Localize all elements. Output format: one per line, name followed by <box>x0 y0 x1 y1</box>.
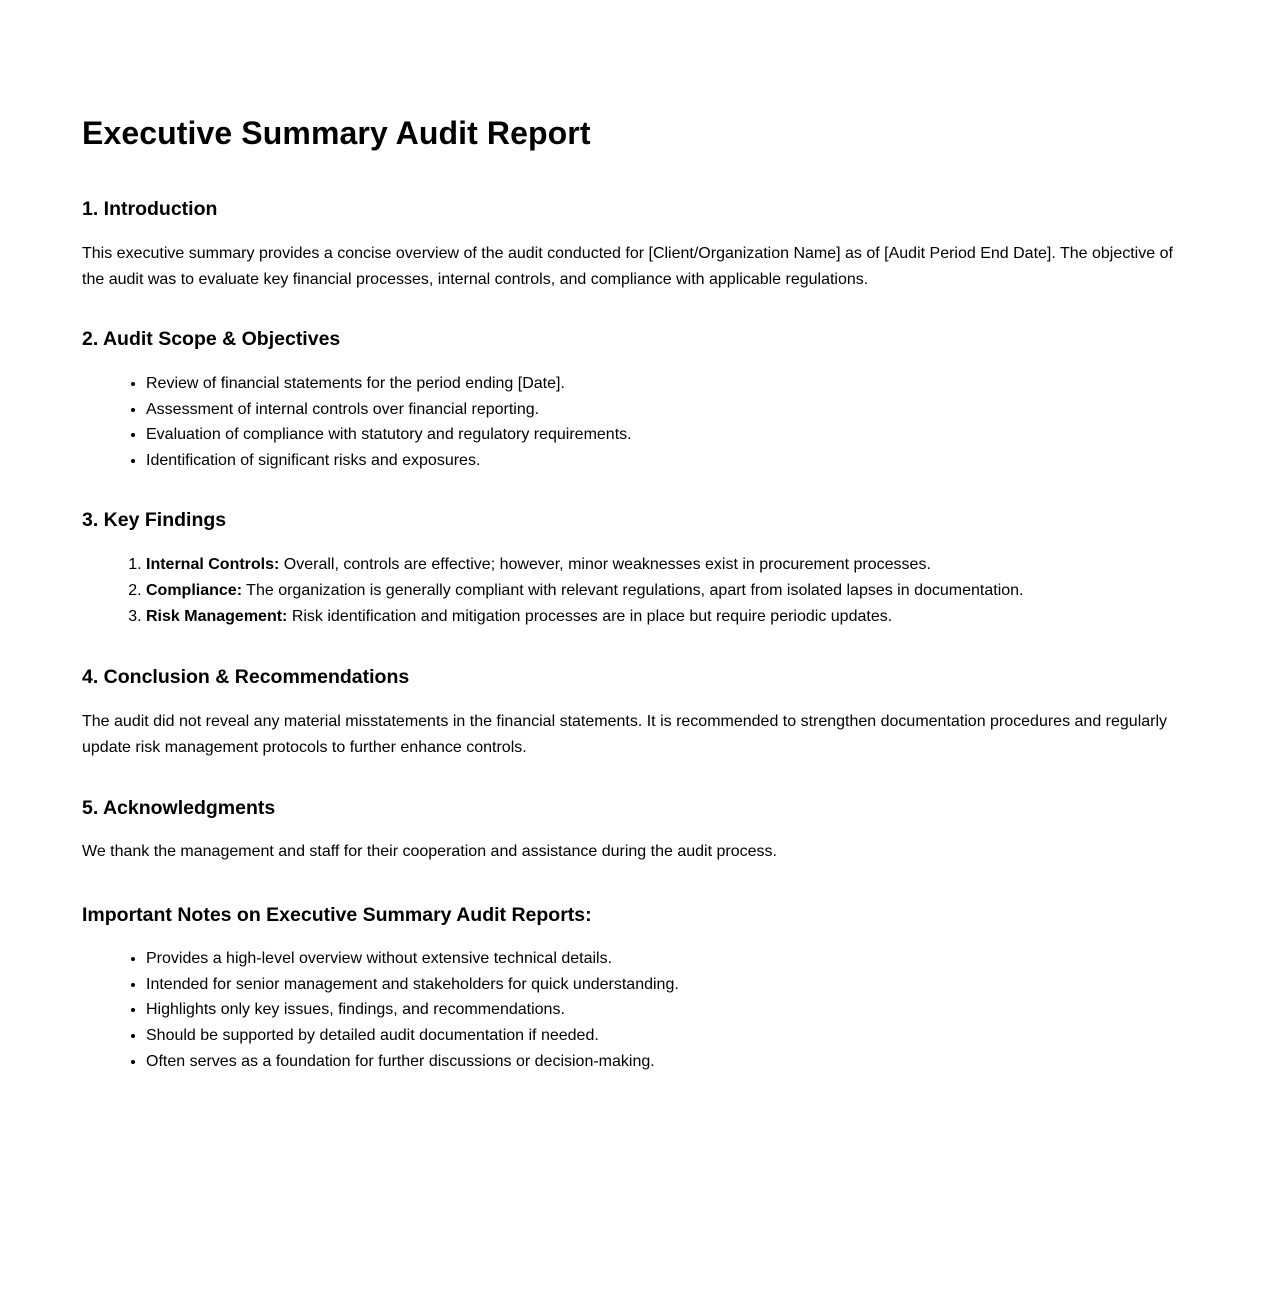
scope-list-item: • Review of financial statements for the period ending [Date]. <box>146 371 1196 397</box>
findings-heading: 3. Key Findings <box>82 509 227 532</box>
finding-item <box>146 604 1196 630</box>
scope-list-item: • Evaluation of compliance with statutory and regulatory requirements. <box>146 422 1196 448</box>
finding-text: Overall, controls are effective; however, minor weaknesses exist in procurement processes. <box>279 556 931 574</box>
notes-list-item: • Should be supported by detailed audit documentation if needed. <box>146 1023 1196 1049</box>
scope-heading: 2. Audit Scope & Objectives <box>82 328 341 350</box>
findings-list <box>82 552 1196 629</box>
notes-list-item: • Intended for senior management and stakeholders for quick understanding. <box>146 972 1196 998</box>
scope-list-item: • Assessment of internal controls over financial reporting. <box>146 397 1196 423</box>
introduction-paragraph: This executive summary provides a concise overview of the audit conducted for [Client/Organization Name] as of [Audit Period End Date]. The objective of the audit was to evaluate key financial processes, internal controls, and compliance with applicable regulations. <box>82 245 1173 288</box>
notes-list-item: • Highlights only key issues, findings, and recommendations. <box>146 997 1196 1023</box>
finding-label: Risk Management: <box>146 607 288 625</box>
finding-text: The organization is generally compliant with relevant regulations, apart from isolated lapses in documentation. <box>242 581 1024 599</box>
notes-heading: Important Notes on Executive Summary Audit Reports: <box>82 904 592 927</box>
finding-label: Internal Controls: <box>146 556 280 574</box>
finding-text: Risk identification and mitigation processes are in place but require periodic updates. <box>287 607 893 625</box>
finding-item <box>146 578 1196 604</box>
finding-item <box>146 552 1196 578</box>
acknowledgments-heading: 5. Acknowledgments <box>82 797 276 820</box>
notes-list-item: • Provides a high-level overview without extensive technical details. <box>146 946 1196 972</box>
finding-label: Compliance: <box>146 581 243 599</box>
scope-list-item: • Identification of significant risks and exposures. <box>146 448 1196 474</box>
notes-list-item: • Often serves as a foundation for further discussions or decision-making. <box>146 1049 1196 1075</box>
page-title: Executive Summary Audit Report <box>82 115 591 151</box>
introduction-heading: 1. Introduction <box>82 198 218 220</box>
scope-list <box>82 371 1196 473</box>
acknowledgments-paragraph: We thank the management and staff for their cooperation and assistance during the audit process. <box>82 843 777 861</box>
conclusion-paragraph: The audit did not reveal any material misstatements in the financial statements. It is recommended to strengthen documentation procedures and regularly update risk management protocols to further enhance controls. <box>82 713 1168 757</box>
conclusion-heading: 4. Conclusion & Recommendations <box>82 666 410 689</box>
notes-list <box>82 946 1196 1074</box>
